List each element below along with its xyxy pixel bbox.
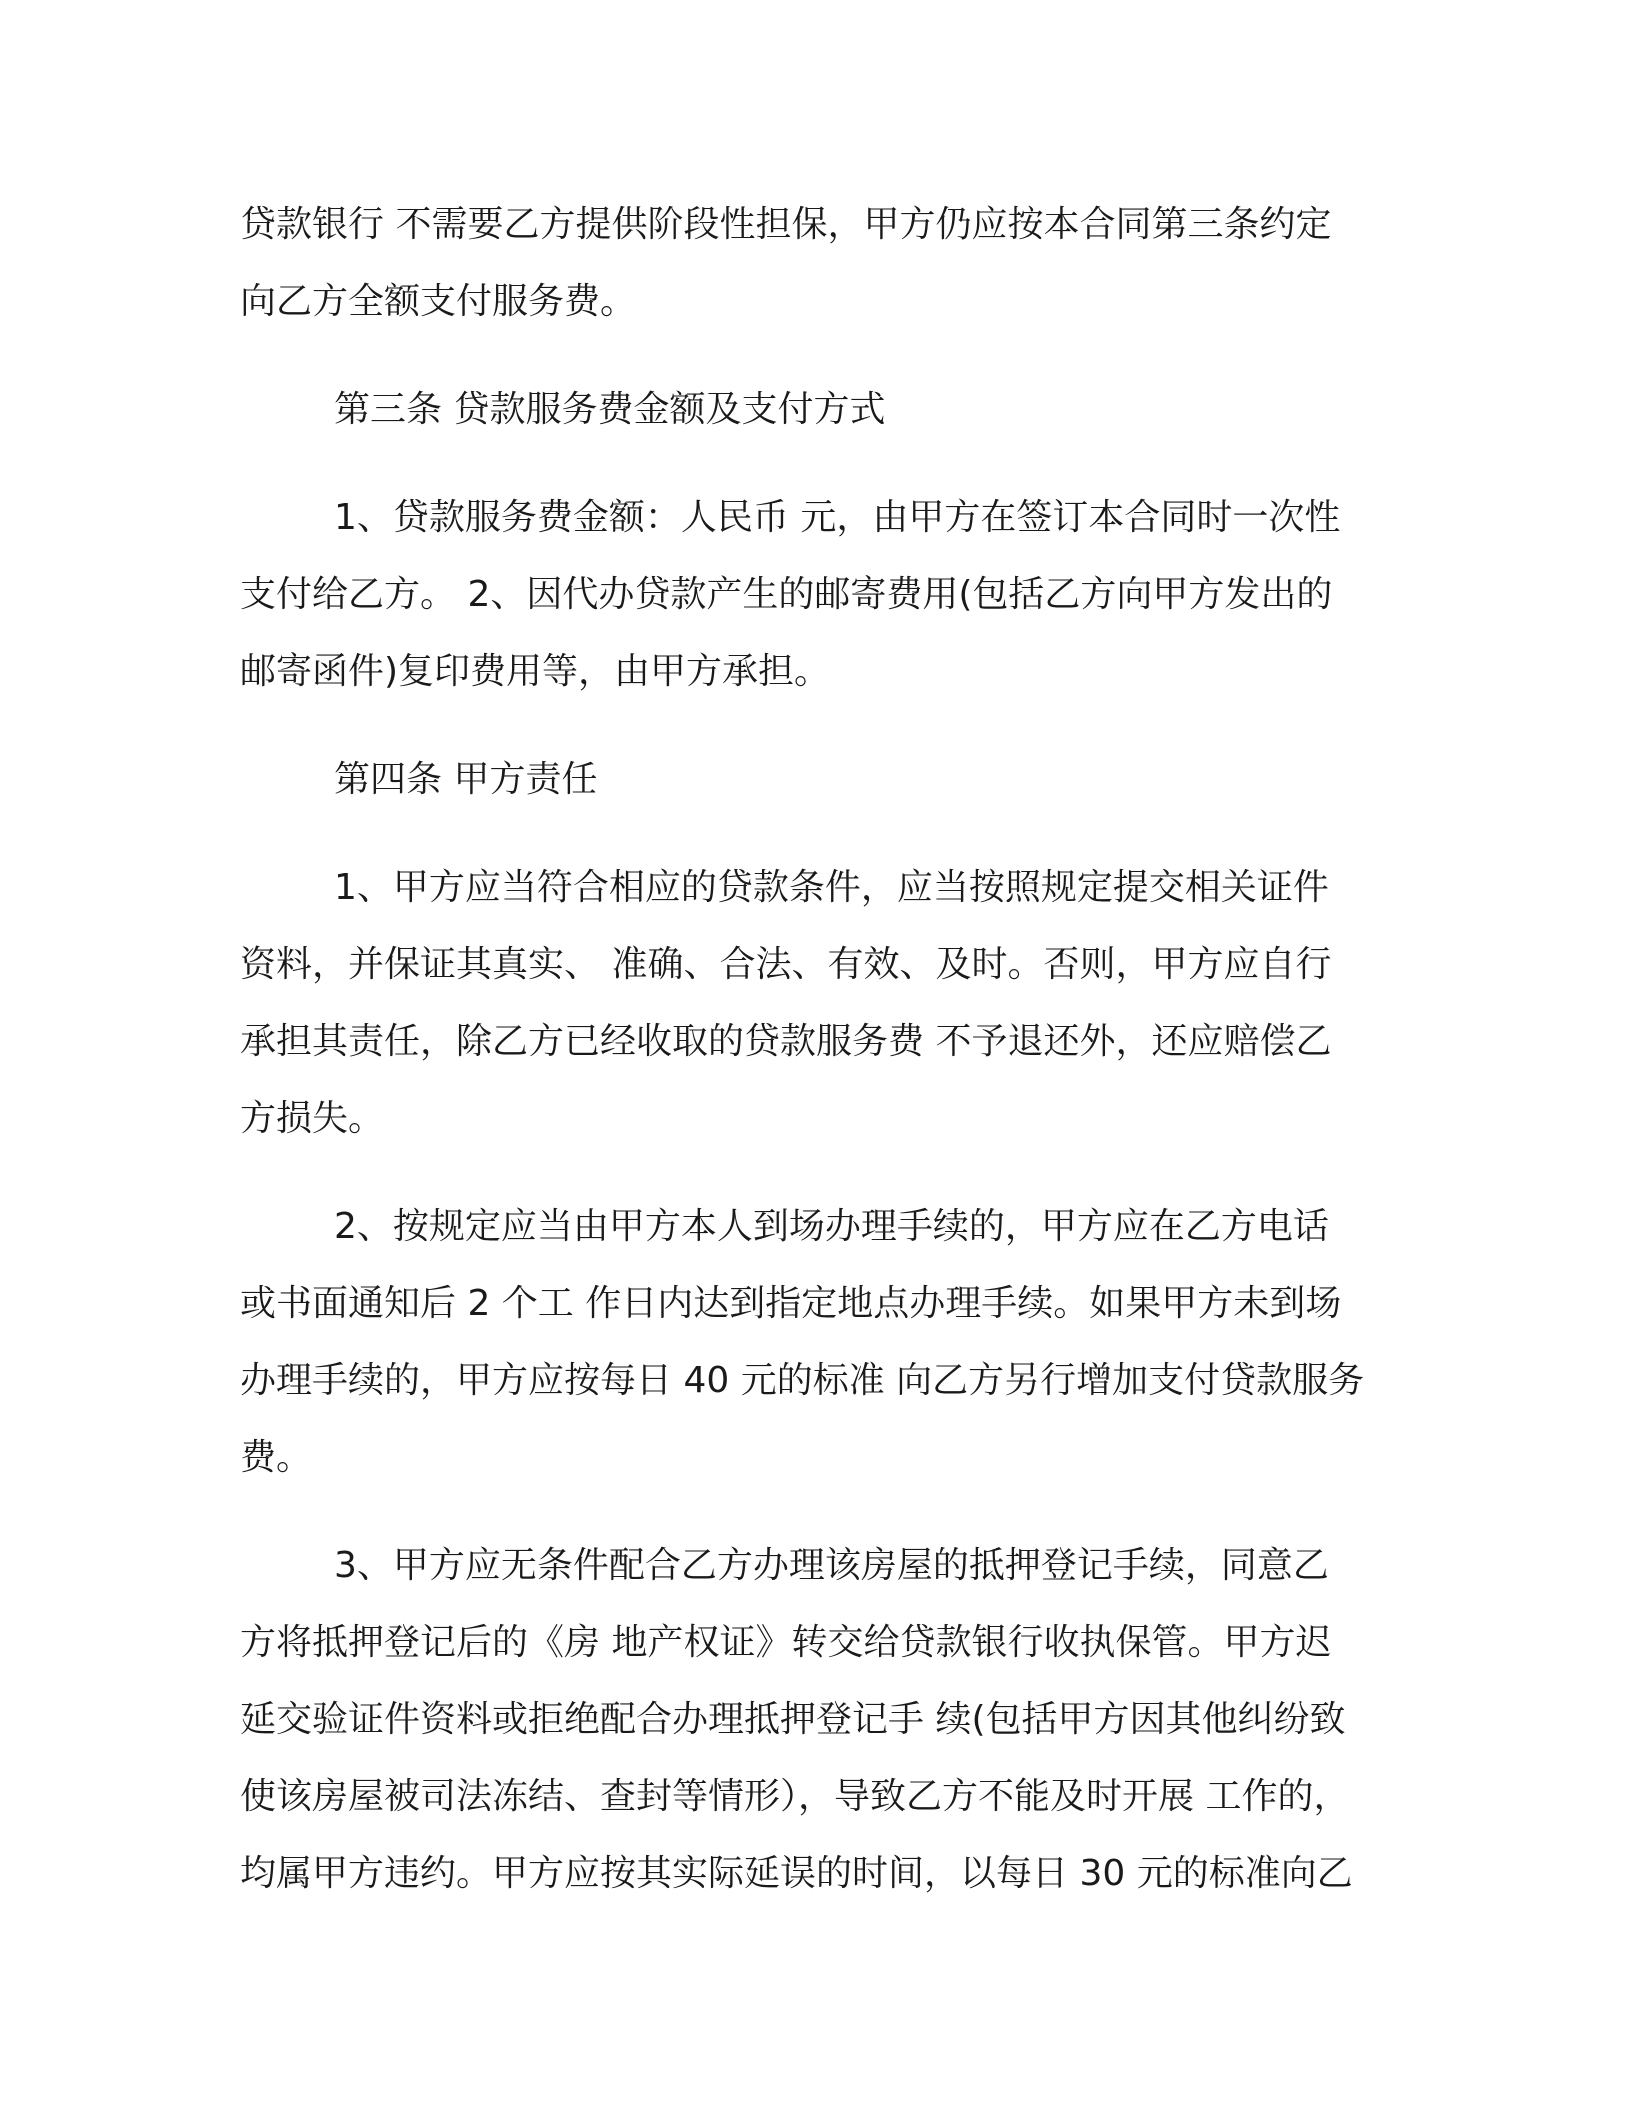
paragraph [240, 849, 1400, 1157]
paragraph [240, 186, 1400, 340]
text-line: 1、甲方应当符合相应的贷款条件，应当按照规定提交相关证件 [334, 867, 1329, 908]
text-line: 办理手续的，甲方应按每日 40 元的标准 向乙方另行增加支付贷款服务 [240, 1360, 1365, 1401]
paragraph [240, 479, 1400, 710]
text-line: 向乙方全额支付服务费。 [240, 281, 637, 322]
text-line: 1、贷款服务费金额：人民币 元，由甲方在签订本合同时一次性 [334, 497, 1341, 538]
text-line: 方将抵押登记后的《房 地产权证》转交给贷款银行收执保管。甲方迟 [240, 1622, 1332, 1663]
text-line: 使该房屋被司法冻结、查封等情形），导致乙方不能及时开展 工作的， [240, 1776, 1350, 1817]
section-heading-article-4 [240, 741, 1400, 818]
text-line: 贷款银行 不需要乙方提供阶段性担保，甲方仍应按本合同第三条约定 [240, 204, 1332, 245]
paragraph [240, 1527, 1400, 1912]
text-line: 支付给乙方。 2、因代办贷款产生的邮寄费用(包括乙方向甲方发出的 [240, 574, 1333, 615]
heading-text: 第四条 甲方责任 [334, 759, 598, 800]
text-line: 承担其责任，除乙方已经收取的贷款服务费 不予退还外，还应赔偿乙 [240, 1021, 1332, 1062]
text-line: 延交验证件资料或拒绝配合办理抵押登记手 续(包括甲方因其他纠纷致 [240, 1699, 1346, 1740]
heading-text: 第三条 贷款服务费金额及支付方式 [334, 389, 886, 430]
text-line: 资料，并保证其真实、 准确、合法、有效、及时。否则，甲方应自行 [240, 944, 1332, 985]
text-line: 邮寄函件)复印费用等，由甲方承担。 [240, 651, 831, 692]
text-line: 均属甲方违约。甲方应按其实际延误的时间，以每日 30 元的标准向乙 [240, 1853, 1353, 1894]
text-line: 3、甲方应无条件配合乙方办理该房屋的抵押登记手续，同意乙 [334, 1545, 1329, 1586]
paragraph [240, 1188, 1400, 1496]
text-line: 2、按规定应当由甲方本人到场办理手续的，甲方应在乙方电话 [334, 1206, 1329, 1247]
text-line: 方损失。 [240, 1098, 385, 1139]
text-line: 费。 [240, 1437, 313, 1478]
section-heading-article-3 [240, 371, 1400, 448]
document-body [240, 186, 1400, 1943]
text-line: 或书面通知后 2 个工 作日内达到指定地点办理手续。如果甲方未到场 [240, 1283, 1342, 1324]
